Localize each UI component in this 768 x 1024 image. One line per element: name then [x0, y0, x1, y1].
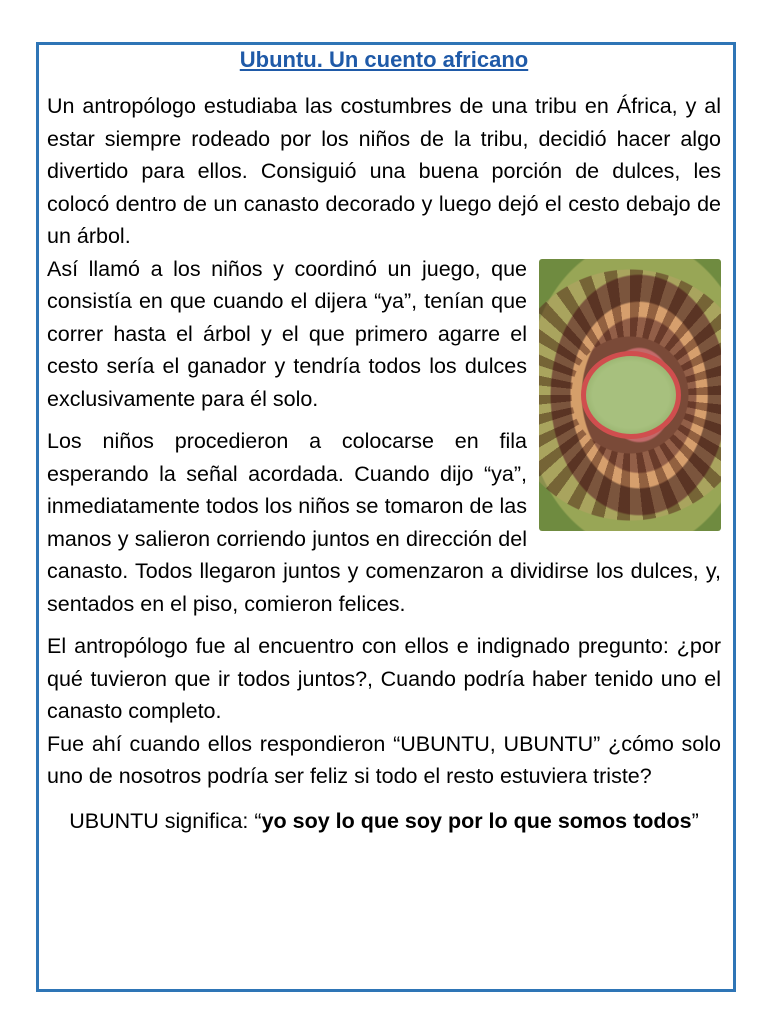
meaning-lead: UBUNTU significa:: [69, 808, 255, 833]
paragraph-2: Así llamó a los niños y coordinó un juego, que consistía en que cuando el dijera “ya”, tenían que correr hasta el árbol y el que primero agarre el cesto sería el ganador y tendría todos los dulces exclusivamente para él solo.: [47, 256, 527, 411]
photo-center-grass: [581, 351, 681, 439]
paragraph-1: Un antropólogo estudiaba las costumbres de una tribu en África, y al estar siempre rodeado por los niños de la tribu, decidió hacer algo divertido para ellos. Consiguió una buena porción de dulces, les colocó dentro de un canasto decorado y luego dejó el cesto debajo de un árbol.: [47, 94, 721, 248]
paragraph-3: Los niños procedieron a colocarse en fila esperando la señal acordada. Cuando dijo “ya”, inmediatamente todos los niños se tomaron de las manos y salieron corriendo juntos en dirección del canasto. Todos llegaron juntos y comenzaron a dividirse los dulces, y, sentados en el piso, comieron felices.: [47, 429, 721, 616]
page-title: Ubuntu. Un cuento africano: [239, 47, 529, 72]
document-body: [47, 44, 721, 837]
children-circle-photo: [539, 259, 721, 531]
paragraph-4: El antropólogo fue al encuentro con ellos e indignado pregunto: ¿por qué tuvieron que ir todos juntos?, Cuando podría haber tenido uno el canasto completo.: [47, 634, 721, 723]
paragraph-5: Fue ahí cuando ellos respondieron “UBUNTU, UBUNTU” ¿cómo solo uno de nosotros podría ser feliz si todo el resto estuviera triste?: [47, 731, 721, 788]
close-quote: ”: [691, 808, 699, 833]
open-quote: “: [254, 808, 262, 833]
meaning-emphasis: yo soy lo que soy por lo que somos todos: [261, 808, 692, 833]
ubuntu-meaning: [47, 805, 721, 838]
